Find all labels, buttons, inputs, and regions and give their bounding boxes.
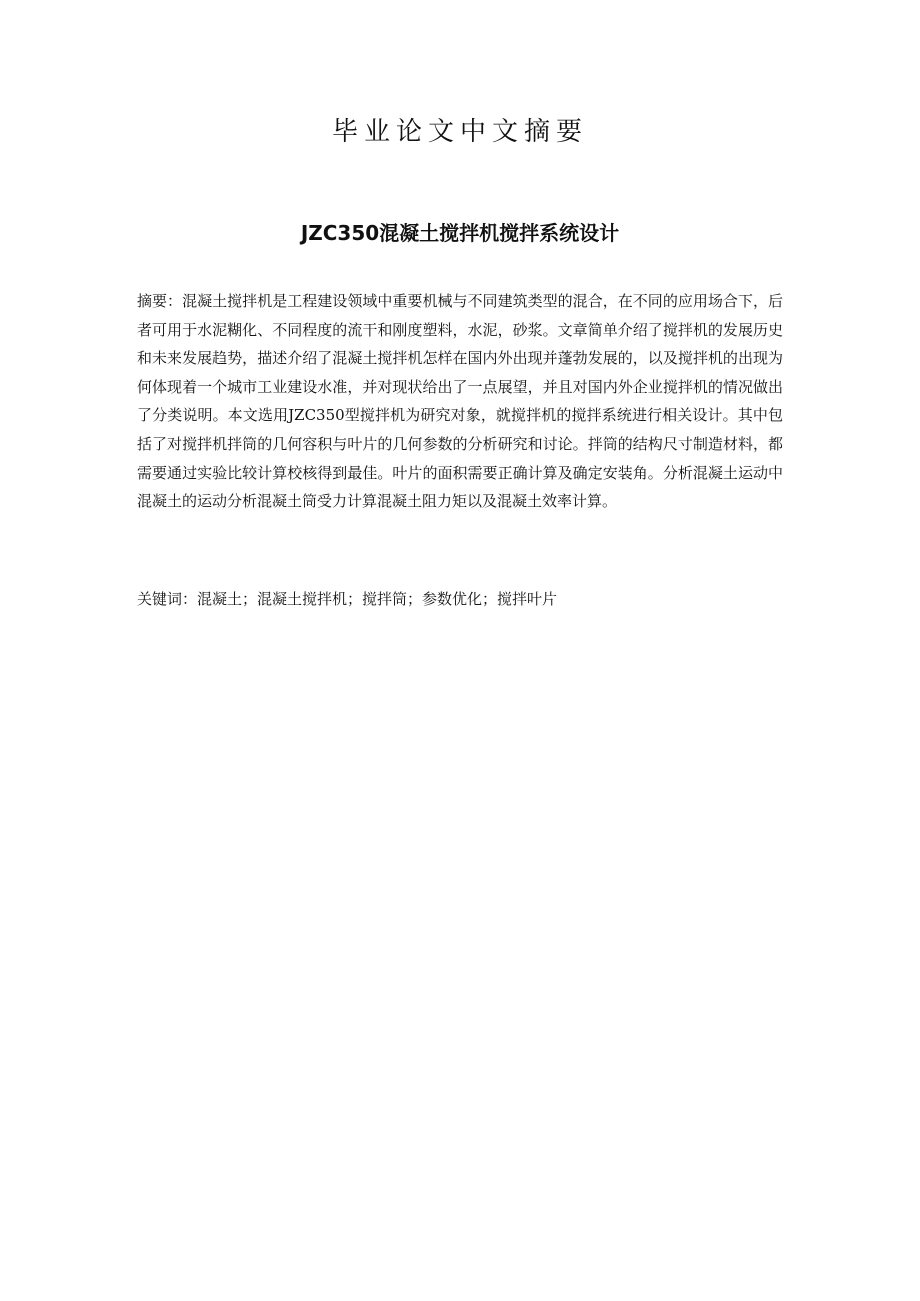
abstract-paragraph bbox=[137, 287, 783, 516]
thesis-title: JZC350混凝土搅拌机搅拌系统设计 bbox=[300, 221, 620, 245]
keywords-label: 关键词： bbox=[137, 590, 198, 608]
page-title: 毕业论文中文摘要 bbox=[331, 117, 588, 147]
keywords-line bbox=[137, 585, 783, 613]
abstract-text: 混凝土搅拌机是工程建设领域中重要机械与不同建筑类型的混合，在不同的应用场合下，后者可用于水泥糊化、不同程度的流干和刚度塑料，水泥，砂浆。文章简单介绍了搅拌机的发展历史和未来发展趋势，描述介绍了混凝土搅拌机怎样在国内外出现并蓬勃发展的，以及搅拌机的出现为何体现着一个城市工业建设水准，并对现状给出了一点展望，并且对国内外企业搅拌机的情况做出了分类说明。本文选用JZC350型搅拌机为研究对象，就搅拌机的搅拌系统进行相关设计。其中包括了对搅拌机拌筒的几何容积与叶片的几何参数的分析研究和讨论。拌筒的结构尺寸制造材料，都需要通过实验比较计算校核得到最佳。叶片的面积需要正确计算及确定安装角。分析混凝土运动中混凝土的运动分析混凝土筒受力计算混凝土阻力矩以及混凝土效率计算。 bbox=[137, 292, 783, 511]
abstract-label: 摘要： bbox=[137, 292, 183, 310]
keywords-text: 混凝土；混凝土搅拌机；搅拌筒；参数优化；搅拌叶片 bbox=[197, 590, 558, 608]
